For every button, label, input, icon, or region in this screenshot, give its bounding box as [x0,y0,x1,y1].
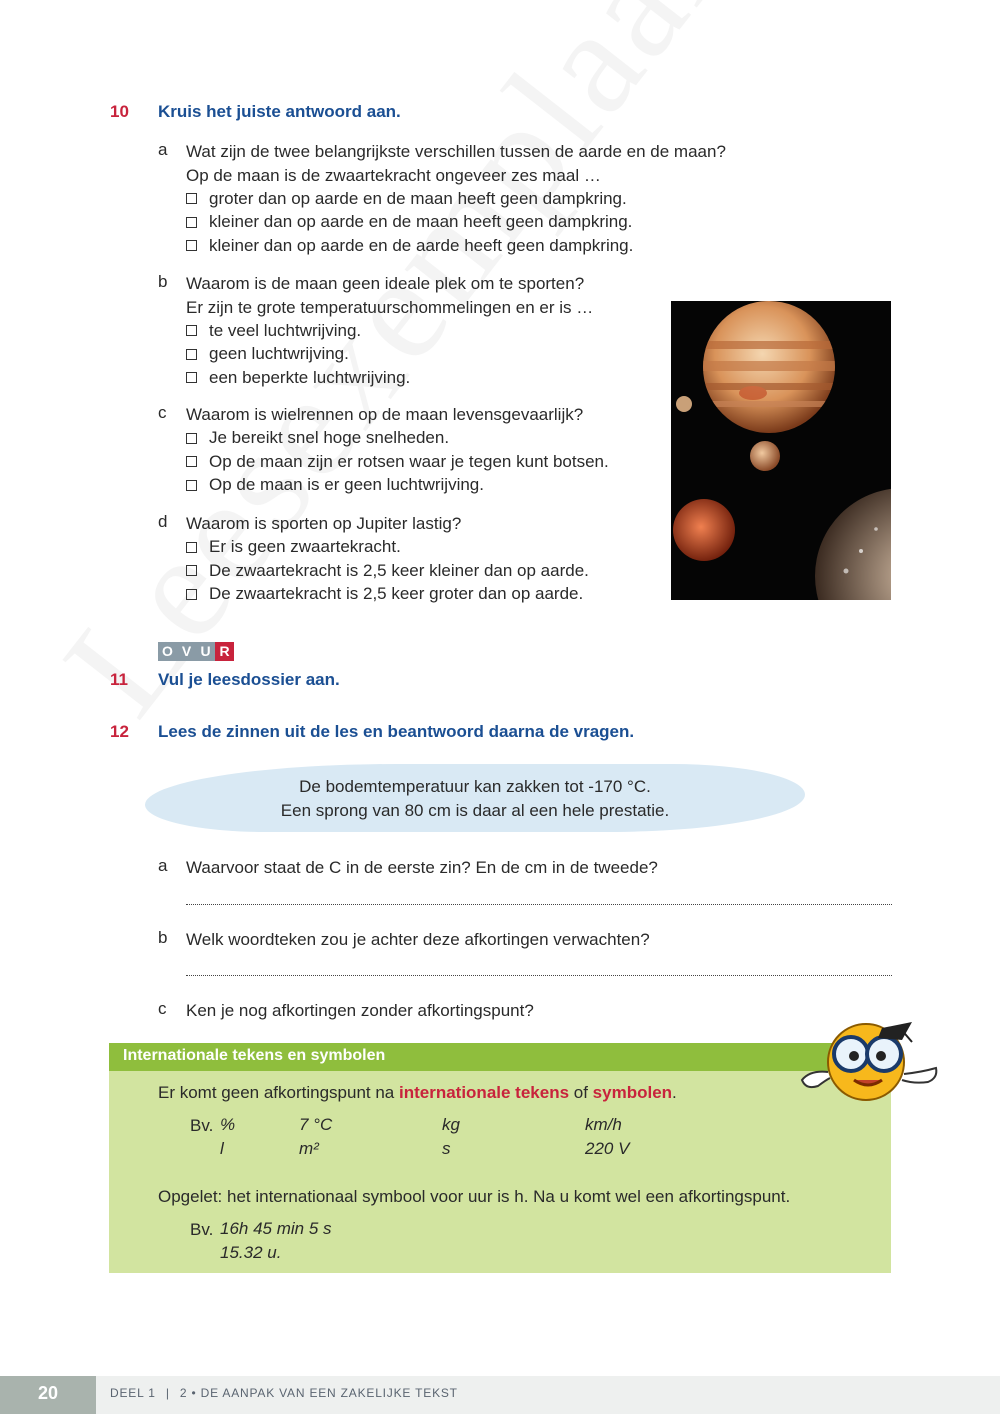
q12b-letter: b [158,928,168,947]
page-footer [0,1376,1000,1414]
q10d-option-2[interactable] [186,559,589,583]
q10c-option-2[interactable] [186,450,609,474]
question-11-title: Vul je leesdossier aan. [158,670,340,689]
checkbox[interactable] [186,480,197,491]
q10c-letter: c [158,403,167,422]
option-label: Er is geen zwaartekracht. [209,537,401,557]
intro-text: Er komt geen afkortingspunt na [158,1083,399,1102]
intro-text: . [672,1083,677,1102]
option-label: groter dan op aarde en de maan heeft geen dampkring. [209,188,627,208]
example-celsius: 7 °C [299,1115,333,1134]
q10c-option-3[interactable] [186,474,609,498]
q10d-option-3[interactable] [186,583,589,607]
intro-text: of [569,1083,593,1102]
checkbox[interactable] [186,240,197,251]
q10a-block [186,140,726,258]
breadcrumb-part: DEEL 1 [110,1386,156,1400]
q10a-letter: a [158,140,168,159]
ovur-u: U [196,642,215,661]
q12b-question: Welk woordteken zou je achter deze afkortingen verwachten? [186,930,650,949]
q10d-line-1: Waarom is sporten op Jupiter lastig? [186,514,462,533]
info-box [109,1043,891,1273]
mascot-glasses-icon [796,1014,942,1104]
option-label: De zwaartekracht is 2,5 keer kleiner dan op aarde. [209,560,589,580]
q10c-option-1[interactable] [186,427,609,451]
option-label: te veel luchtwrijving. [209,320,362,340]
question-10-number: 10 [110,102,129,121]
quote-line-2: Een sprong van 80 cm is daar al een hele prestatie. [280,801,670,820]
q12c-question: Ken je nog afkortingen zonder afkortingspunt? [186,1001,534,1020]
quote-text [145,764,805,823]
q10a-option-1[interactable] [186,187,726,211]
quote-line-1: De bodemtemperatuur kan zakken tot -170 °C. [299,777,651,796]
breadcrumb [110,1386,458,1400]
time-example-2: 15.32 u. [220,1243,282,1262]
q12c-letter: c [158,999,167,1018]
option-label: een beperkte luchtwrijving. [209,367,411,387]
option-label: kleiner dan op aarde en de maan heeft geen dampkring. [209,212,633,232]
option-label: Je bereikt snel hoge snelheden. [209,428,450,448]
intro-highlight-2: symbolen [592,1083,673,1102]
ovur-r: R [215,642,234,661]
time-example-1: 16h 45 min 5 s [220,1219,332,1238]
checkbox[interactable] [186,542,197,553]
q10a-line-2: Op de maan is de zwaartekracht ongeveer zes maal … [186,165,601,185]
q10d-block [186,512,589,606]
example-liter: l [220,1139,224,1158]
q10d-letter: d [158,512,168,531]
checkbox[interactable] [186,349,197,360]
checkbox[interactable] [186,456,197,467]
time-bv: Bv. [190,1220,214,1239]
info-box-title: Internationale tekens en symbolen [123,1047,386,1064]
checkbox[interactable] [186,565,197,576]
ovur-badge [158,642,234,661]
q10b-line-2: Er zijn te grote temperatuurschommelingen en er is … [186,297,594,317]
q10b-option-3[interactable] [186,366,593,390]
info-note: Opgelet: het internationaal symbool voor uur is h. Na u komt wel een afkortingspunt. [158,1187,791,1206]
option-label: Op de maan zijn er rotsen waar je tegen kunt botsen. [209,451,609,471]
q10b-option-1[interactable] [186,319,593,343]
example-kmh: km/h [585,1115,622,1134]
q12a-answer-line[interactable] [186,904,892,905]
example-kg: kg [442,1115,460,1134]
example-m2: m² [299,1139,319,1158]
checkbox[interactable] [186,217,197,228]
q10c-line-1: Waarom is wielrennen op de maan levensgevaarlijk? [186,405,584,424]
example-s: s [442,1139,451,1158]
q10d-option-1[interactable] [186,536,589,560]
q10b-line-1: Waarom is de maan geen ideale plek om te sporten? [186,274,585,293]
checkbox[interactable] [186,433,197,444]
jupiter-moons-photo [671,301,891,600]
option-label: Op de maan is er geen luchtwrijving. [209,475,484,495]
question-11-number: 11 [110,670,128,689]
breadcrumb-chapter: 2 • DE AANPAK VAN EEN ZAKELIJKE TEKST [179,1386,458,1400]
breadcrumb-separator: | [165,1386,170,1400]
quote-band [145,764,805,832]
checkbox[interactable] [186,193,197,204]
q10a-option-2[interactable] [186,211,726,235]
q10a-option-3[interactable] [186,234,726,258]
q10b-option-2[interactable] [186,343,593,367]
info-box-header [109,1043,891,1071]
q12b-answer-line[interactable] [186,975,892,976]
option-label: geen luchtwrijving. [209,344,349,364]
q10b-block [186,272,593,390]
example-volt: 220 V [585,1139,630,1158]
checkbox[interactable] [186,589,197,600]
q12a-letter: a [158,856,168,875]
question-12-title: Lees de zinnen uit de les en beantwoord daarna de vragen. [158,722,635,741]
option-label: kleiner dan op aarde en de aarde heeft geen dampkring. [209,235,634,255]
checkbox[interactable] [186,325,197,336]
examples-bv: Bv. [190,1116,214,1135]
q10a-line-1: Wat zijn de twee belangrijkste verschillen tussen de aarde en de maan? [186,142,726,161]
question-12-number: 12 [110,722,129,741]
intro-highlight-1: internationale tekens [398,1083,570,1102]
page-number: 20 [0,1376,96,1414]
info-intro [158,1081,677,1105]
option-label: De zwaartekracht is 2,5 keer groter dan op aarde. [209,584,584,604]
example-percent: % [220,1115,236,1134]
question-10-title: Kruis het juiste antwoord aan. [158,102,401,121]
q12a-question: Waarvoor staat de C in de eerste zin? En de cm in de tweede? [186,858,658,877]
checkbox[interactable] [186,372,197,383]
q10c-block [186,403,609,497]
q10b-letter: b [158,272,168,291]
ovur-v: V [177,642,196,661]
ovur-o: O [158,642,177,661]
